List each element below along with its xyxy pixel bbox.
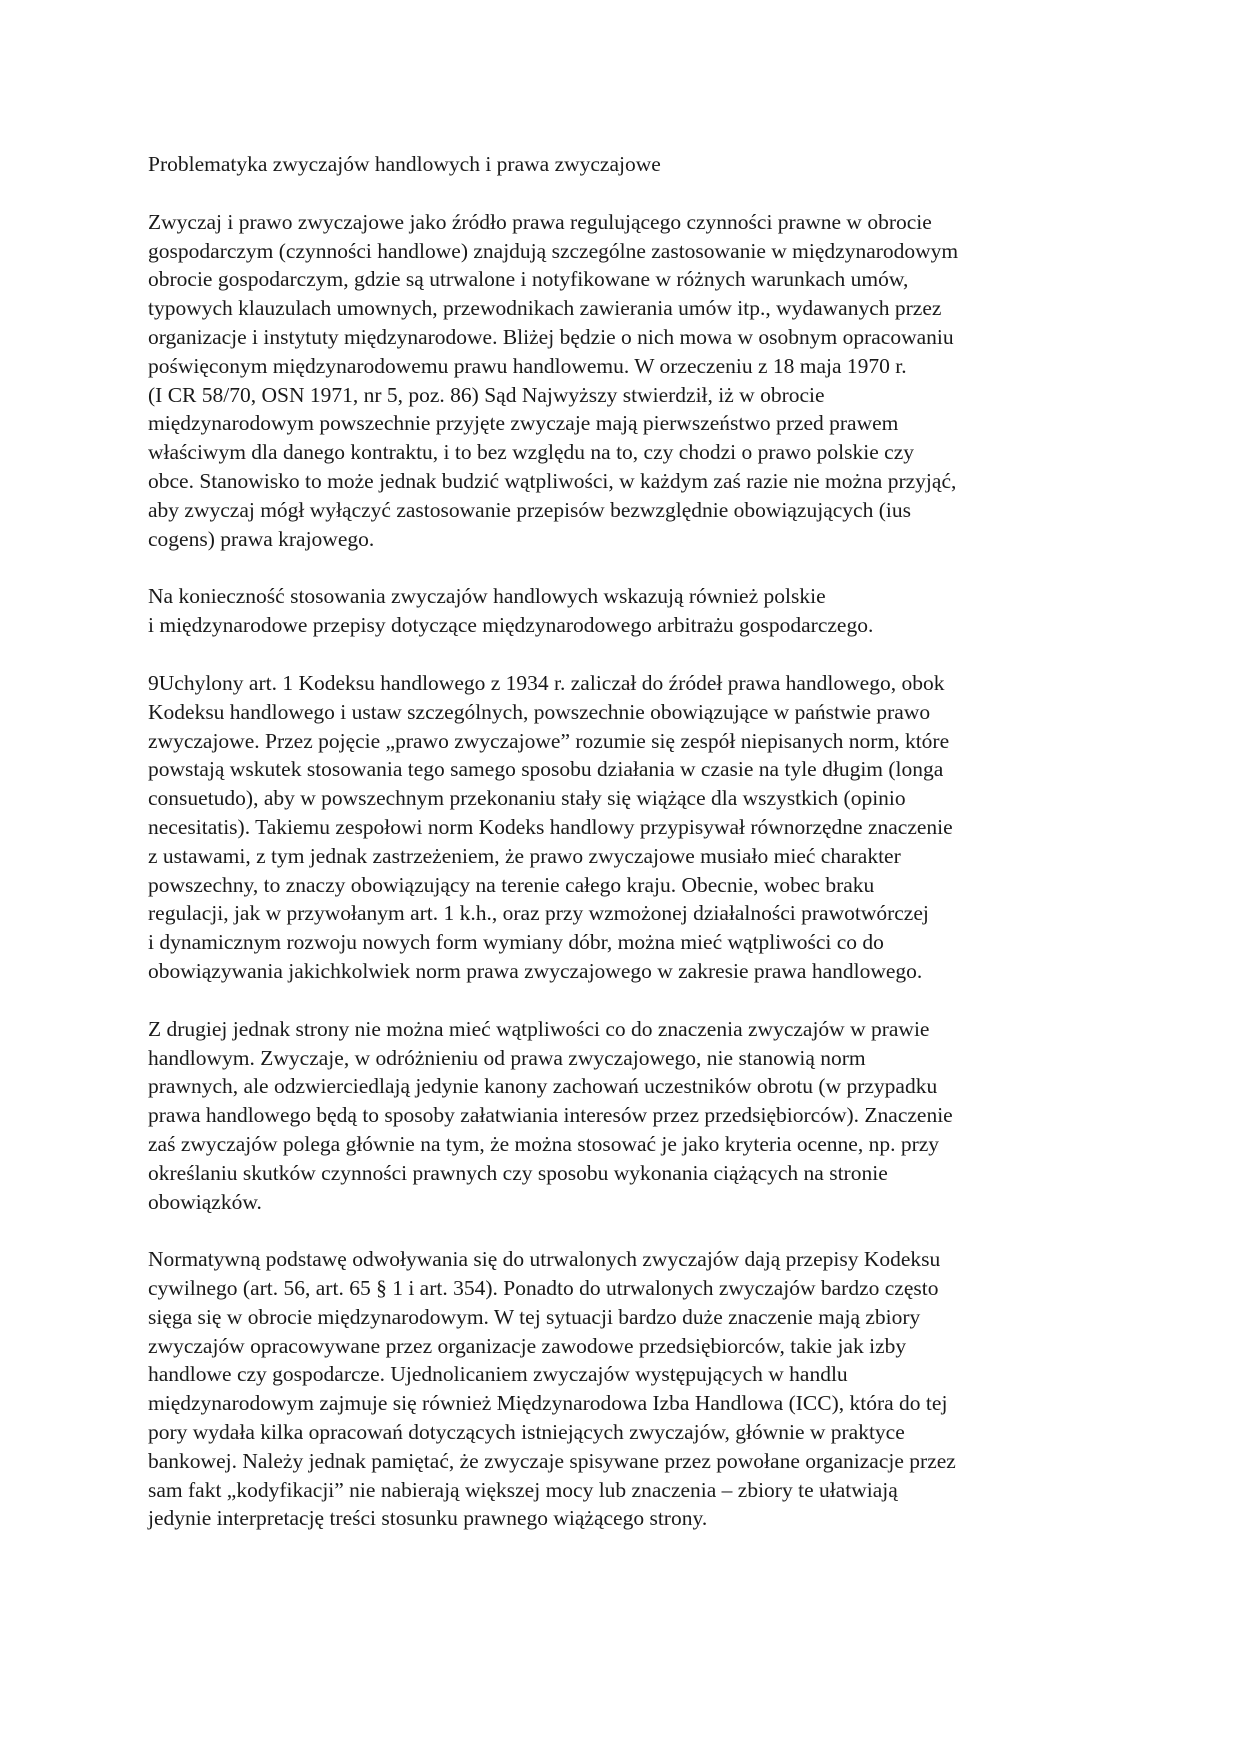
- paragraph-line: handlowe czy gospodarcze. Ujednolicaniem zwyczajów występujących w handlu: [148, 1362, 848, 1387]
- paragraph-line: sięga się w obrocie międzynarodowym. W tej sytuacji bardzo duże znaczenie mają zbiory: [148, 1304, 921, 1329]
- paragraph-line: obowiązków.: [148, 1189, 262, 1214]
- paragraph-line: necesitatis). Takiemu zespołowi norm Kodeks handlowy przypisywał równorzędne znaczenie: [148, 814, 953, 839]
- paragraph-line: prawnych, ale odzwierciedlają jedynie kanony zachowań uczestników obrotu (w przypadku: [148, 1074, 938, 1099]
- paragraph-5: [148, 1245, 1095, 1533]
- paragraph-line: obowiązywania jakichkolwiek norm prawa zwyczajowego w zakresie prawa handlowego.: [148, 958, 923, 983]
- paragraph-line: powstają wskutek stosowania tego samego sposobu działania w czasie na tyle długim (longa: [148, 757, 944, 782]
- paragraph-line: pory wydała kilka opracowań dotyczących istniejących zwyczajów, głównie w praktyce: [148, 1420, 905, 1445]
- paragraph-line: określaniu skutków czynności prawnych czy sposobu wykonania ciążących na stronie: [148, 1160, 888, 1185]
- paragraph-line: zaś zwyczajów polega głównie na tym, że można stosować je jako kryteria ocenne, np. przy: [148, 1131, 940, 1156]
- paragraph-line: poświęconym międzynarodowemu prawu handlowemu. W orzeczeniu z 18 maja 1970 r.: [148, 353, 907, 378]
- paragraph-line: organizacje i instytuty międzynarodowe. Bliżej będzie o nich mowa w osobnym opracowaniu: [148, 324, 954, 349]
- paragraph-line: i międzynarodowe przepisy dotyczące międzynarodowego arbitrażu gospodarczego.: [148, 613, 874, 638]
- paragraph-line: (I CR 58/70, OSN 1971, nr 5, poz. 86) Sąd Najwyższy stwierdził, iż w obrocie: [148, 382, 825, 407]
- paragraph-line: międzynarodowym zajmuje się również Międzynarodowa Izba Handlowa (ICC), która do tej: [148, 1391, 948, 1416]
- paragraph-line: gospodarczym (czynności handlowe) znajdują szczególne zastosowanie w międzynarodowym: [148, 238, 959, 263]
- paragraph-line: obce. Stanowisko to może jednak budzić wątpliwości, w każdym zaś razie nie można przyjąć,: [148, 468, 957, 493]
- paragraph-line: cywilnego (art. 56, art. 65 § 1 i art. 354). Ponadto do utrwalonych zwyczajów bardzo często: [148, 1276, 939, 1301]
- document-body: [148, 150, 1095, 1562]
- paragraph-line: międzynarodowym powszechnie przyjęte zwyczaje mają pierwszeństwo przed prawem: [148, 411, 899, 436]
- paragraph-line: cogens) prawa krajowego.: [148, 526, 375, 551]
- paragraph-line: zwyczajowe. Przez pojęcie „prawo zwyczajowe” rozumie się zespół niepisanych norm, które: [148, 728, 950, 753]
- paragraph-line: właściwym dla danego kontraktu, i to bez względu na to, czy chodzi o prawo polskie czy: [148, 440, 915, 465]
- paragraph-2: [148, 582, 1095, 640]
- paragraph-line: Na konieczność stosowania zwyczajów handlowych wskazują również polskie: [148, 584, 826, 609]
- paragraph-line: i dynamicznym rozwoju nowych form wymiany dóbr, można mieć wątpliwości co do: [148, 930, 884, 955]
- paragraph-line: jedynie interpretację treści stosunku prawnego wiążącego strony.: [148, 1506, 708, 1531]
- paragraph-line: zwyczajów opracowywane przez organizacje zawodowe przedsiębiorców, takie jak izby: [148, 1333, 907, 1358]
- paragraph-line: regulacji, jak w przywołanym art. 1 k.h., oraz przy wzmożonej działalności prawotwórczej: [148, 901, 929, 926]
- paragraph-line: z ustawami, z tym jednak zastrzeżeniem, że prawo zwyczajowe musiało mieć charakter: [148, 843, 901, 868]
- paragraph-line: handlowym. Zwyczaje, w odróżnieniu od prawa zwyczajowego, nie stanowią norm: [148, 1045, 866, 1070]
- paragraph-line: typowych klauzulach umownych, przewodnikach zawierania umów itp., wydawanych przez: [148, 296, 942, 321]
- paragraph-line: consuetudo), aby w powszechnym przekonaniu stały się wiążące dla wszystkich (opinio: [148, 786, 906, 811]
- paragraph-4: [148, 1015, 1095, 1217]
- paragraph-line: Zwyczaj i prawo zwyczajowe jako źródło prawa regulującego czynności prawne w obrocie: [148, 209, 932, 234]
- document-title: Problematyka zwyczajów handlowych i prawa zwyczajowe: [148, 152, 661, 176]
- paragraph-line: aby zwyczaj mógł wyłączyć zastosowanie przepisów bezwzględnie obowiązujących (ius: [148, 497, 911, 522]
- paragraph-line: Kodeksu handlowego i ustaw szczególnych, powszechnie obowiązujące w państwie prawo: [148, 699, 931, 724]
- paragraph-line: obrocie gospodarczym, gdzie są utrwalone i notyfikowane w różnych warunkach umów,: [148, 267, 909, 292]
- paragraph-line: sam fakt „kodyfikacji” nie nabierają większej mocy lub znaczenia – zbiory te ułatwiają: [148, 1477, 898, 1502]
- paragraph-line: bankowej. Należy jednak pamiętać, że zwyczaje spisywane przez powołane organizacje przez: [148, 1448, 956, 1473]
- paragraph-1: [148, 208, 1095, 554]
- paragraph-line: 9Uchylony art. 1 Kodeksu handlowego z 1934 r. zaliczał do źródeł prawa handlowego, obok: [148, 670, 945, 695]
- paragraph-line: Normatywną podstawę odwoływania się do utrwalonych zwyczajów dają przepisy Kodeksu: [148, 1247, 941, 1272]
- paragraph-line: Z drugiej jednak strony nie można mieć wątpliwości co do znaczenia zwyczajów w prawie: [148, 1016, 930, 1041]
- paragraph-line: powszechny, to znaczy obowiązujący na terenie całego kraju. Obecnie, wobec braku: [148, 872, 875, 897]
- paragraph-line: prawa handlowego będą to sposoby załatwiania interesów przez przedsiębiorców). Znaczenie: [148, 1103, 953, 1128]
- paragraph-3: [148, 669, 1095, 986]
